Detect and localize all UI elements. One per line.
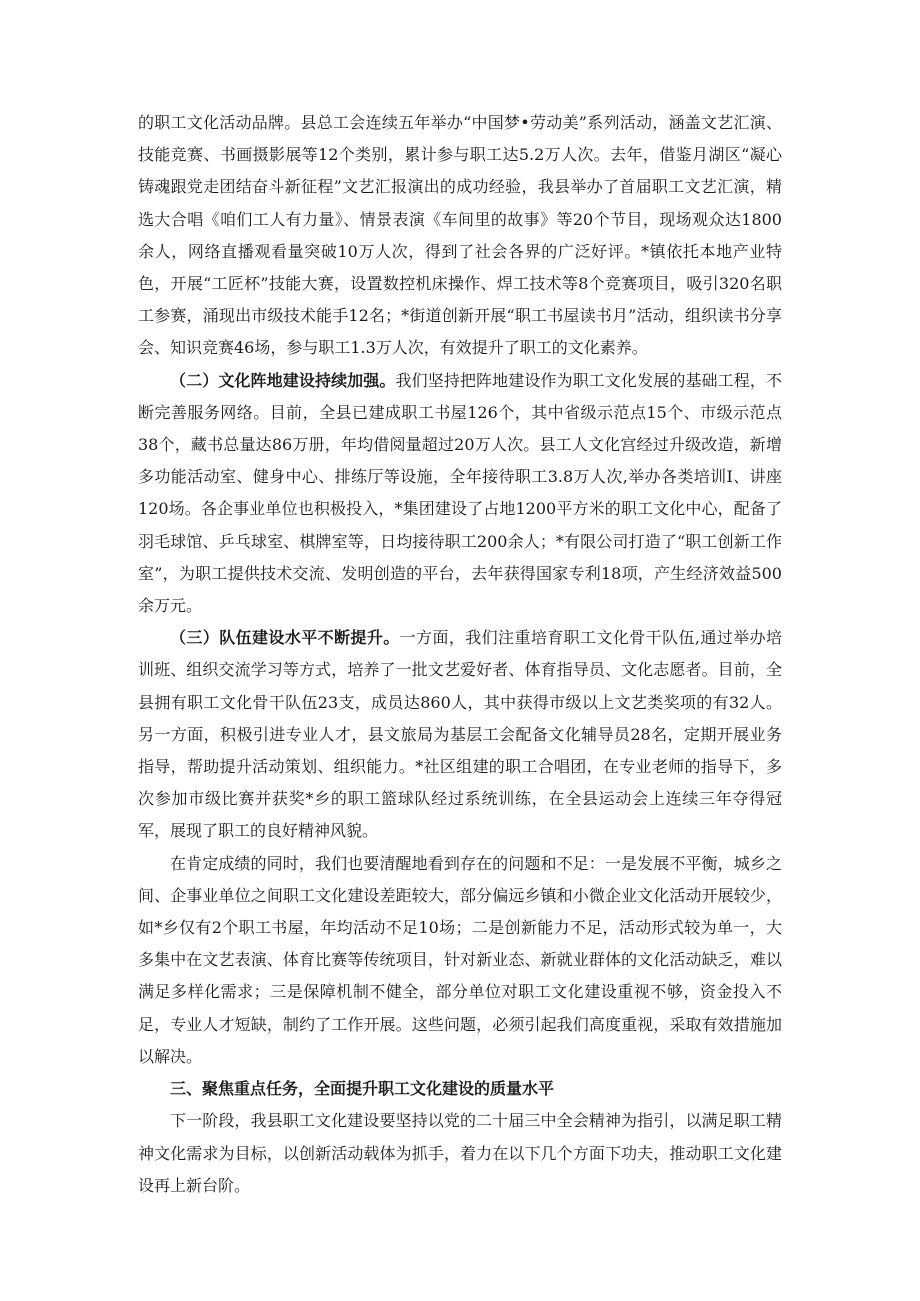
document-body	[138, 107, 782, 1202]
paragraph-team-building	[138, 622, 782, 847]
section-body-cultural-venues: 我们坚持把阵地建设作为职工文化发展的基础工程，不断完善服务网络。目前，全县已建成职工书屋126个，其中省级示范点15个、市级示范点38个，藏书总量达86万册，年均借阅量超过20万人次。县工人文化宫经过升级改造，新增多功能活动室、健身中心、排练厅等设施，全年接待职工3.8万人次,举办各类培训I、讲座120场。各企事业单位也积极投入，*集团建设了占地1200平方米的职工文化中心，配备了羽毛球馆、乒乓球室、棋牌室等，日均接待职工200余人；*有限公司打造了“职工创新工作室”，为职工提供技术交流、发明创造的平台，去年获得国家专利18项，产生经济效益500余万元。	[138, 370, 782, 616]
paragraph-cultural-activities: 的职工文化活动品牌。县总工会连续五年举办“中国梦•劳动美”系列活动，涵盖文艺汇演、技能竞赛、书画摄影展等12个类别，累计参与职工达5.2万人次。去年，借鉴月湖区“凝心铸魂跟党走团结奋斗新征程”文艺汇报演出的成功经验，我县举办了首届职工文艺汇演，精选大合唱《咱们工人有力量》、情景表演《车间里的故事》等20个节目，现场观众达1800余人，网络直播观看量突破10万人次，得到了社会各界的广泛好评。*镇依托本地产业特色，开展“工匠杯”技能大赛，设置数控机床操作、焊工技术等8个竞赛项目，吸引320名职工参赛，涌现出市级技术能手12名；*街道创新开展“职工书屋读书月”活动，组织读书分享会、知识竞赛46场，参与职工1.3万人次，有效提升了职工的文化素养。	[138, 113, 782, 358]
paragraph-problems: 在肯定成绩的同时，我们也要清醒地看到存在的问题和不足：一是发展不平衡，城乡之间、企事业单位之间职工文化建设差距较大，部分偏远乡镇和小微企业文化活动开展较少，如*乡仅有2个职工书屋，年均活动不足10场；二是创新能力不足，活动形式较为单一，大多集中在文艺表演、体育比赛等传统项目，针对新业态、新就业群体的文化活动缺乏，难以满足多样化需求；三是保障机制不健全，部分单位对职工文化建设重视不够，资金投入不足，专业人才短缺，制约了工作开展。这些问题，必须引起我们高度重视，采取有效措施加以解决。	[138, 853, 782, 1066]
section-lead-cultural-venues: （二）文化阵地建设持续加强。	[170, 370, 396, 390]
section-body-team-building: 一方面，我们注重培育职工文化骨干队伍,通过举办培训班、组织交流学习等方式，培养了一批文艺爱好者、体育指导员、文化志愿者。目前，全县拥有职工文化骨干队伍23支，成员达860人，其中获得市级以上文艺类奖项的有32人。另一方面，积极引进专业人才，县文旅局为基层工会配备文化辅导员28名，定期开展业务指导，帮助提升活动策划、组织能力。*社区组建的职工合唱团，在专业老师的指导下，多次参加市级比赛并获奖*乡的职工篮球队经过系统训练，在全县运动会上连续三年夺得冠军，展现了职工的良好精神风貌。	[138, 628, 782, 841]
section-heading-key-tasks: 三、聚焦重点任务，全面提升职工文化建设的质量水平	[170, 1079, 555, 1099]
paragraph-cultural-venues	[138, 365, 782, 623]
paragraph-next-stage: 下一阶段，我县职工文化建设要坚持以党的二十届三中全会精神为指引，以满足职工精神文化需求为目标，以创新活动载体为抓手，着力在以下几个方面下功夫，推动职工文化建设再上新台阶。	[138, 1111, 782, 1195]
section-lead-team-building: （三）队伍建设水平不断提升。	[170, 628, 400, 648]
